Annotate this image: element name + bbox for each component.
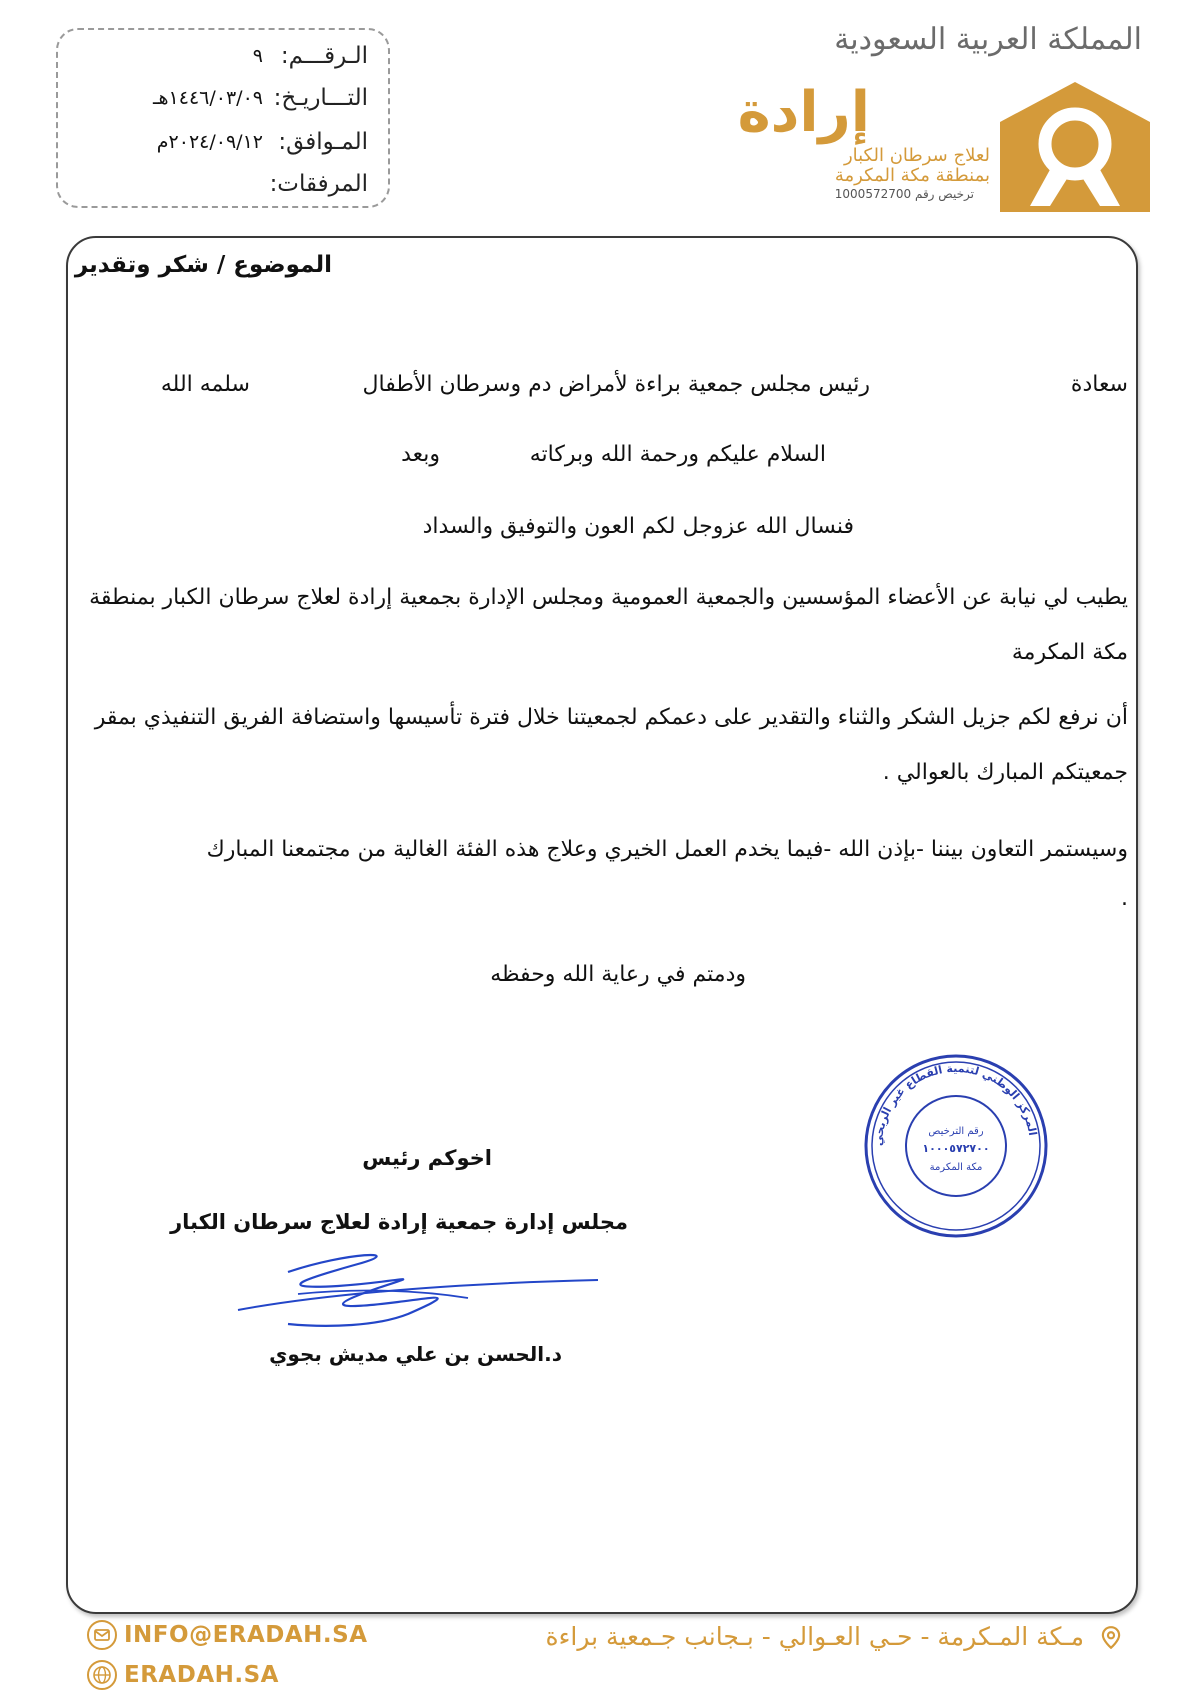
reference-number-row [68,38,368,74]
kingdom-calligraphy: المملكة العربية السعودية [834,22,1142,57]
signature-organization: مجلس إدارة جمعية إرادة لعلاج سرطان الكبار [170,1210,628,1234]
footer-website-text[interactable]: ERADAH.SA [124,1662,279,1688]
greeting-after: وبعد [401,442,440,467]
reference-date-label: التـــاريـخ: [273,85,368,111]
recipient-title: رئيس مجلس جمعية براءة لأمراض دم وسرطان الأطفال [362,372,870,397]
footer-location-text: مـكة المـكرمة - حـي العـوالي - بـجانب جـمعية براءة [545,1622,1085,1651]
signatory-name: د.الحسن بن علي مديش بجوي [269,1342,562,1366]
globe-icon [86,1659,118,1691]
reference-box [56,28,390,208]
brand-license: ترخيص رقم 1000572700 [834,187,974,201]
reference-gregorian-label: المـوافق: [278,129,368,155]
brand-name: إرادة [737,80,870,145]
stamp-license-label: رقم الترخيص [928,1126,984,1137]
paragraph-1: يطيب لي نيابة عن الأعضاء المؤسسين والجمعية العمومية ومجلس الإدارة بجمعية إرادة لعلاج سرطان الكبار بمنطقة مكة المكرمة [89,585,1128,665]
brand-tagline-line1: لعلاج سرطان الكبار [843,145,990,166]
reference-date-row [68,80,368,116]
recipient-blessing: سلمه الله [160,372,250,397]
paragraph-2: أن نرفع لكم جزيل الشكر والثناء والتقدير على دعمكم لجمعيتنا خلال فترة تأسيسها واستضافة الفريق التنفيذي بمقر جمعيتكم المبارك بالعوالي . [94,705,1128,785]
brand-tagline-line2: بمنطقة مكة المكرمة [834,165,990,186]
eradah-logo-icon [1000,82,1150,212]
closing-line: ودمتم في رعاية الله وحفظه [490,962,746,987]
reference-attachments-row [68,166,368,202]
official-stamp [862,1052,1050,1240]
footer-location [546,1622,1124,1651]
reference-gregorian-value: ٢٠٢٤/٠٩/١٢م [156,131,263,153]
handwritten-signature [228,1242,608,1332]
letter-subject: الموضوع / شكر وتقدير [74,252,332,278]
footer-email[interactable] [86,1618,368,1652]
wish-line: فنسال الله عزوجل لكم العون والتوفيق والسداد [422,514,854,539]
recipient-honorific: سعادة [1070,372,1128,397]
signature-title: اخوكم رئيس [362,1146,492,1170]
paragraph-3-dot: . [1121,886,1128,911]
footer-website[interactable] [86,1658,279,1692]
mail-icon [86,1619,118,1651]
reference-attachments-label: المرفقات: [269,171,368,197]
stamp-outer-text: المركز الوطني لتنمية القطاع غير الربحي [871,1061,1040,1147]
stamp-license-number: ١٠٠٠٥٧٢٧٠٠ [922,1142,990,1155]
reference-date-value: ١٤٤٦/٠٣/٠٩هـ [152,87,263,109]
footer-email-text[interactable]: INFO@ERADAH.SA [124,1622,368,1648]
reference-number-value: ٩ [252,45,263,67]
greeting: السلام عليكم ورحمة الله وبركاته [529,442,826,467]
stamp-city: مكة المكرمة [929,1162,983,1173]
location-pin-icon [1098,1625,1124,1651]
reference-number-label: الـرقـــم: [280,43,368,69]
reference-gregorian-row [68,124,368,160]
paragraph-3: وسيستمر التعاون بيننا -بإذن الله -فيما يخدم العمل الخيري وعلاج هذه الفئة الغالية من مجتمعنا المبارك [206,837,1128,862]
